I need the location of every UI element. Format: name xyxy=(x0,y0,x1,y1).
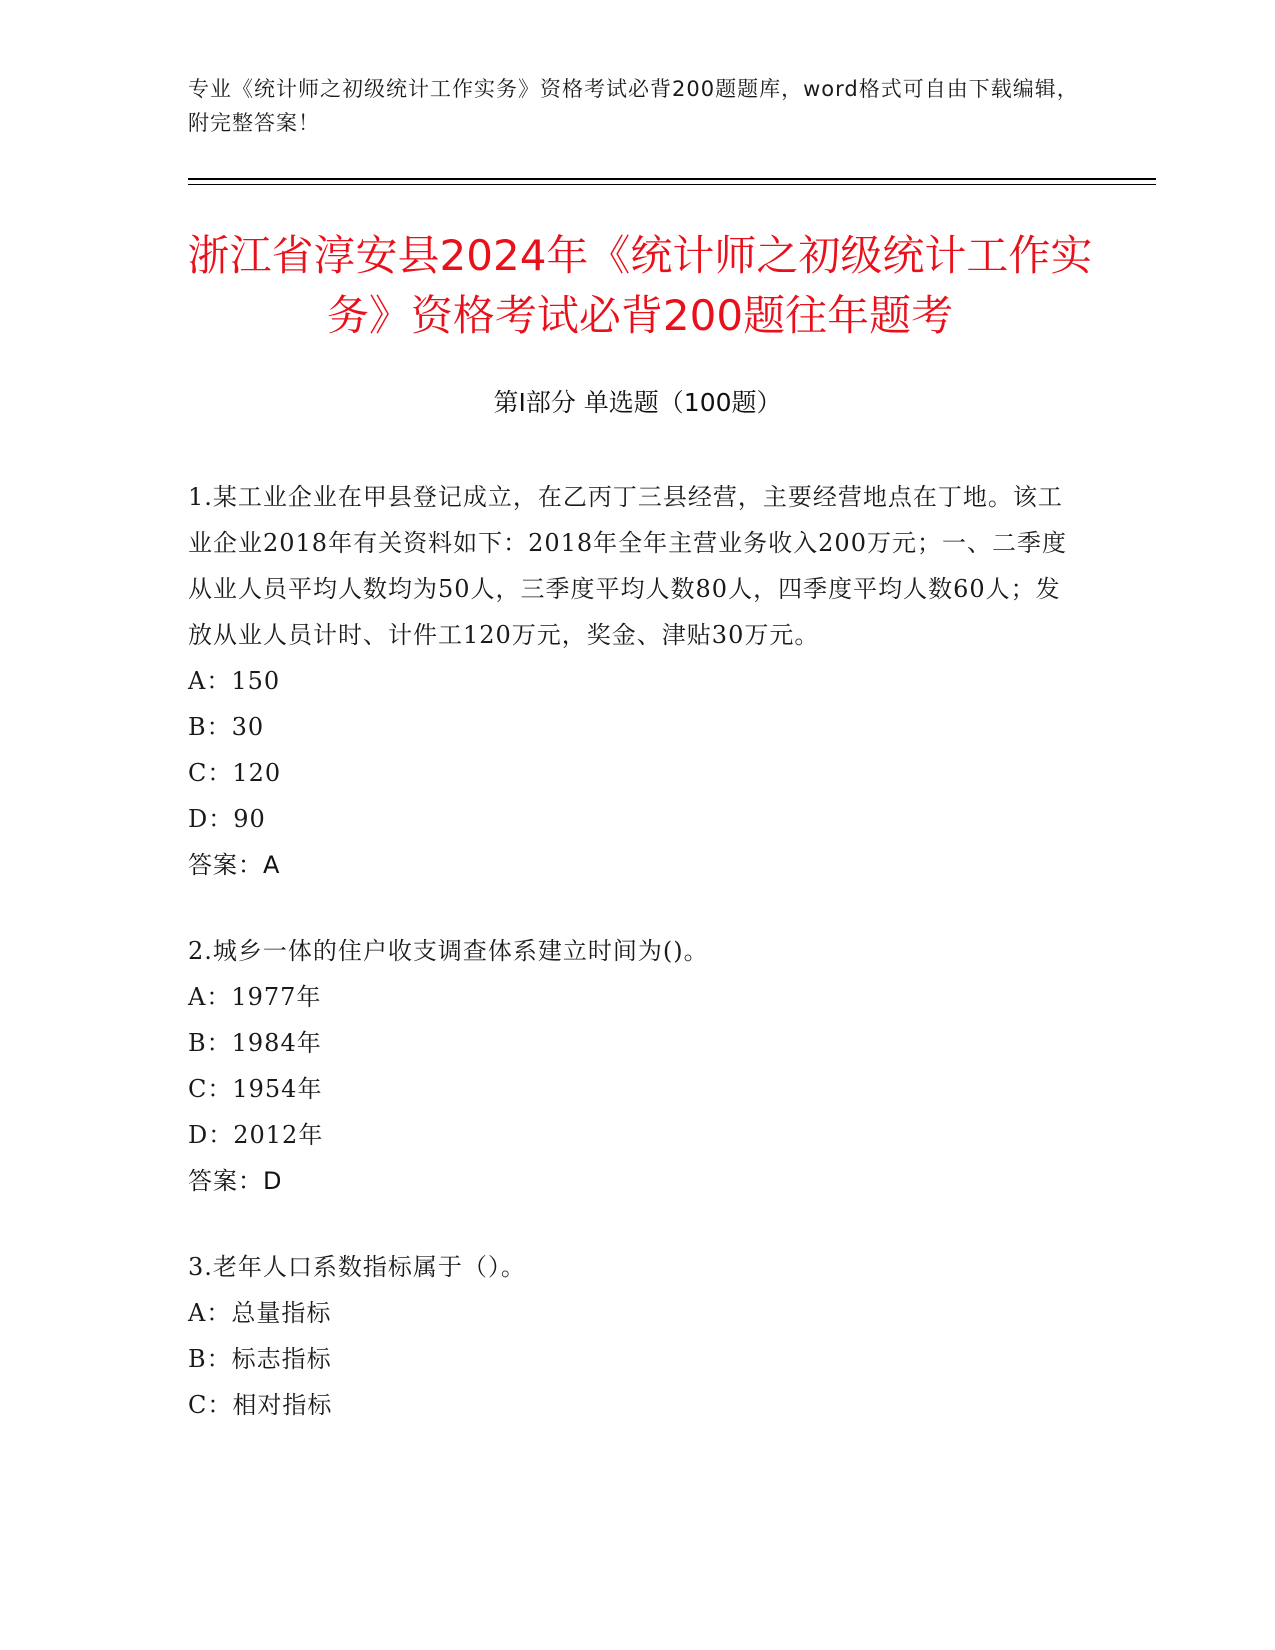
question-list xyxy=(188,474,1068,1468)
option-a: A：150 xyxy=(188,667,281,695)
option-a: A：1977年 xyxy=(188,983,322,1011)
document-title: 浙江省淳安县2024年《统计师之初级统计工作实务》资格考试必背200题往年题考 xyxy=(187,231,1093,340)
header-note: 专业《统计师之初级统计工作实务》资格考试必背200题题库，word格式可自由下载编辑，附完整答案！ xyxy=(188,77,1079,135)
option-a: A：总量指标 xyxy=(188,1299,332,1327)
question-3 xyxy=(188,1244,1068,1428)
section-heading: 第I部分 单选题（100题） xyxy=(493,388,782,417)
option-b: B：30 xyxy=(188,713,265,741)
header-divider-thin xyxy=(188,184,1156,185)
question-text: 2.城乡一体的住户收支调查体系建立时间为()。 xyxy=(188,937,709,965)
question-2 xyxy=(188,928,1068,1204)
option-b: B：标志指标 xyxy=(188,1345,332,1373)
header-divider-thick xyxy=(188,178,1156,180)
option-c: C：相对指标 xyxy=(188,1391,333,1419)
option-c: C：1954年 xyxy=(188,1075,323,1103)
question-1 xyxy=(188,474,1068,888)
option-b: B：1984年 xyxy=(188,1029,322,1057)
answer: 答案：A xyxy=(188,851,281,879)
option-d: D：2012年 xyxy=(188,1121,324,1149)
question-text: 1.某工业企业在甲县登记成立，在乙丙丁三县经营，主要经营地点在丁地。该工业企业2018年有关资料如下：2018年全年主营业务收入200万元；一、二季度从业人员平均人数均为50人，三季度平均人数80人，四季度平均人数60人；发放从业人员计时、计件工120万元，奖金、津贴30万元。 xyxy=(188,483,1067,649)
option-c: C：120 xyxy=(188,759,282,787)
answer: 答案：D xyxy=(188,1167,283,1195)
option-d: D：90 xyxy=(188,805,266,833)
question-text: 3.老年人口系数指标属于（）。 xyxy=(188,1253,526,1281)
